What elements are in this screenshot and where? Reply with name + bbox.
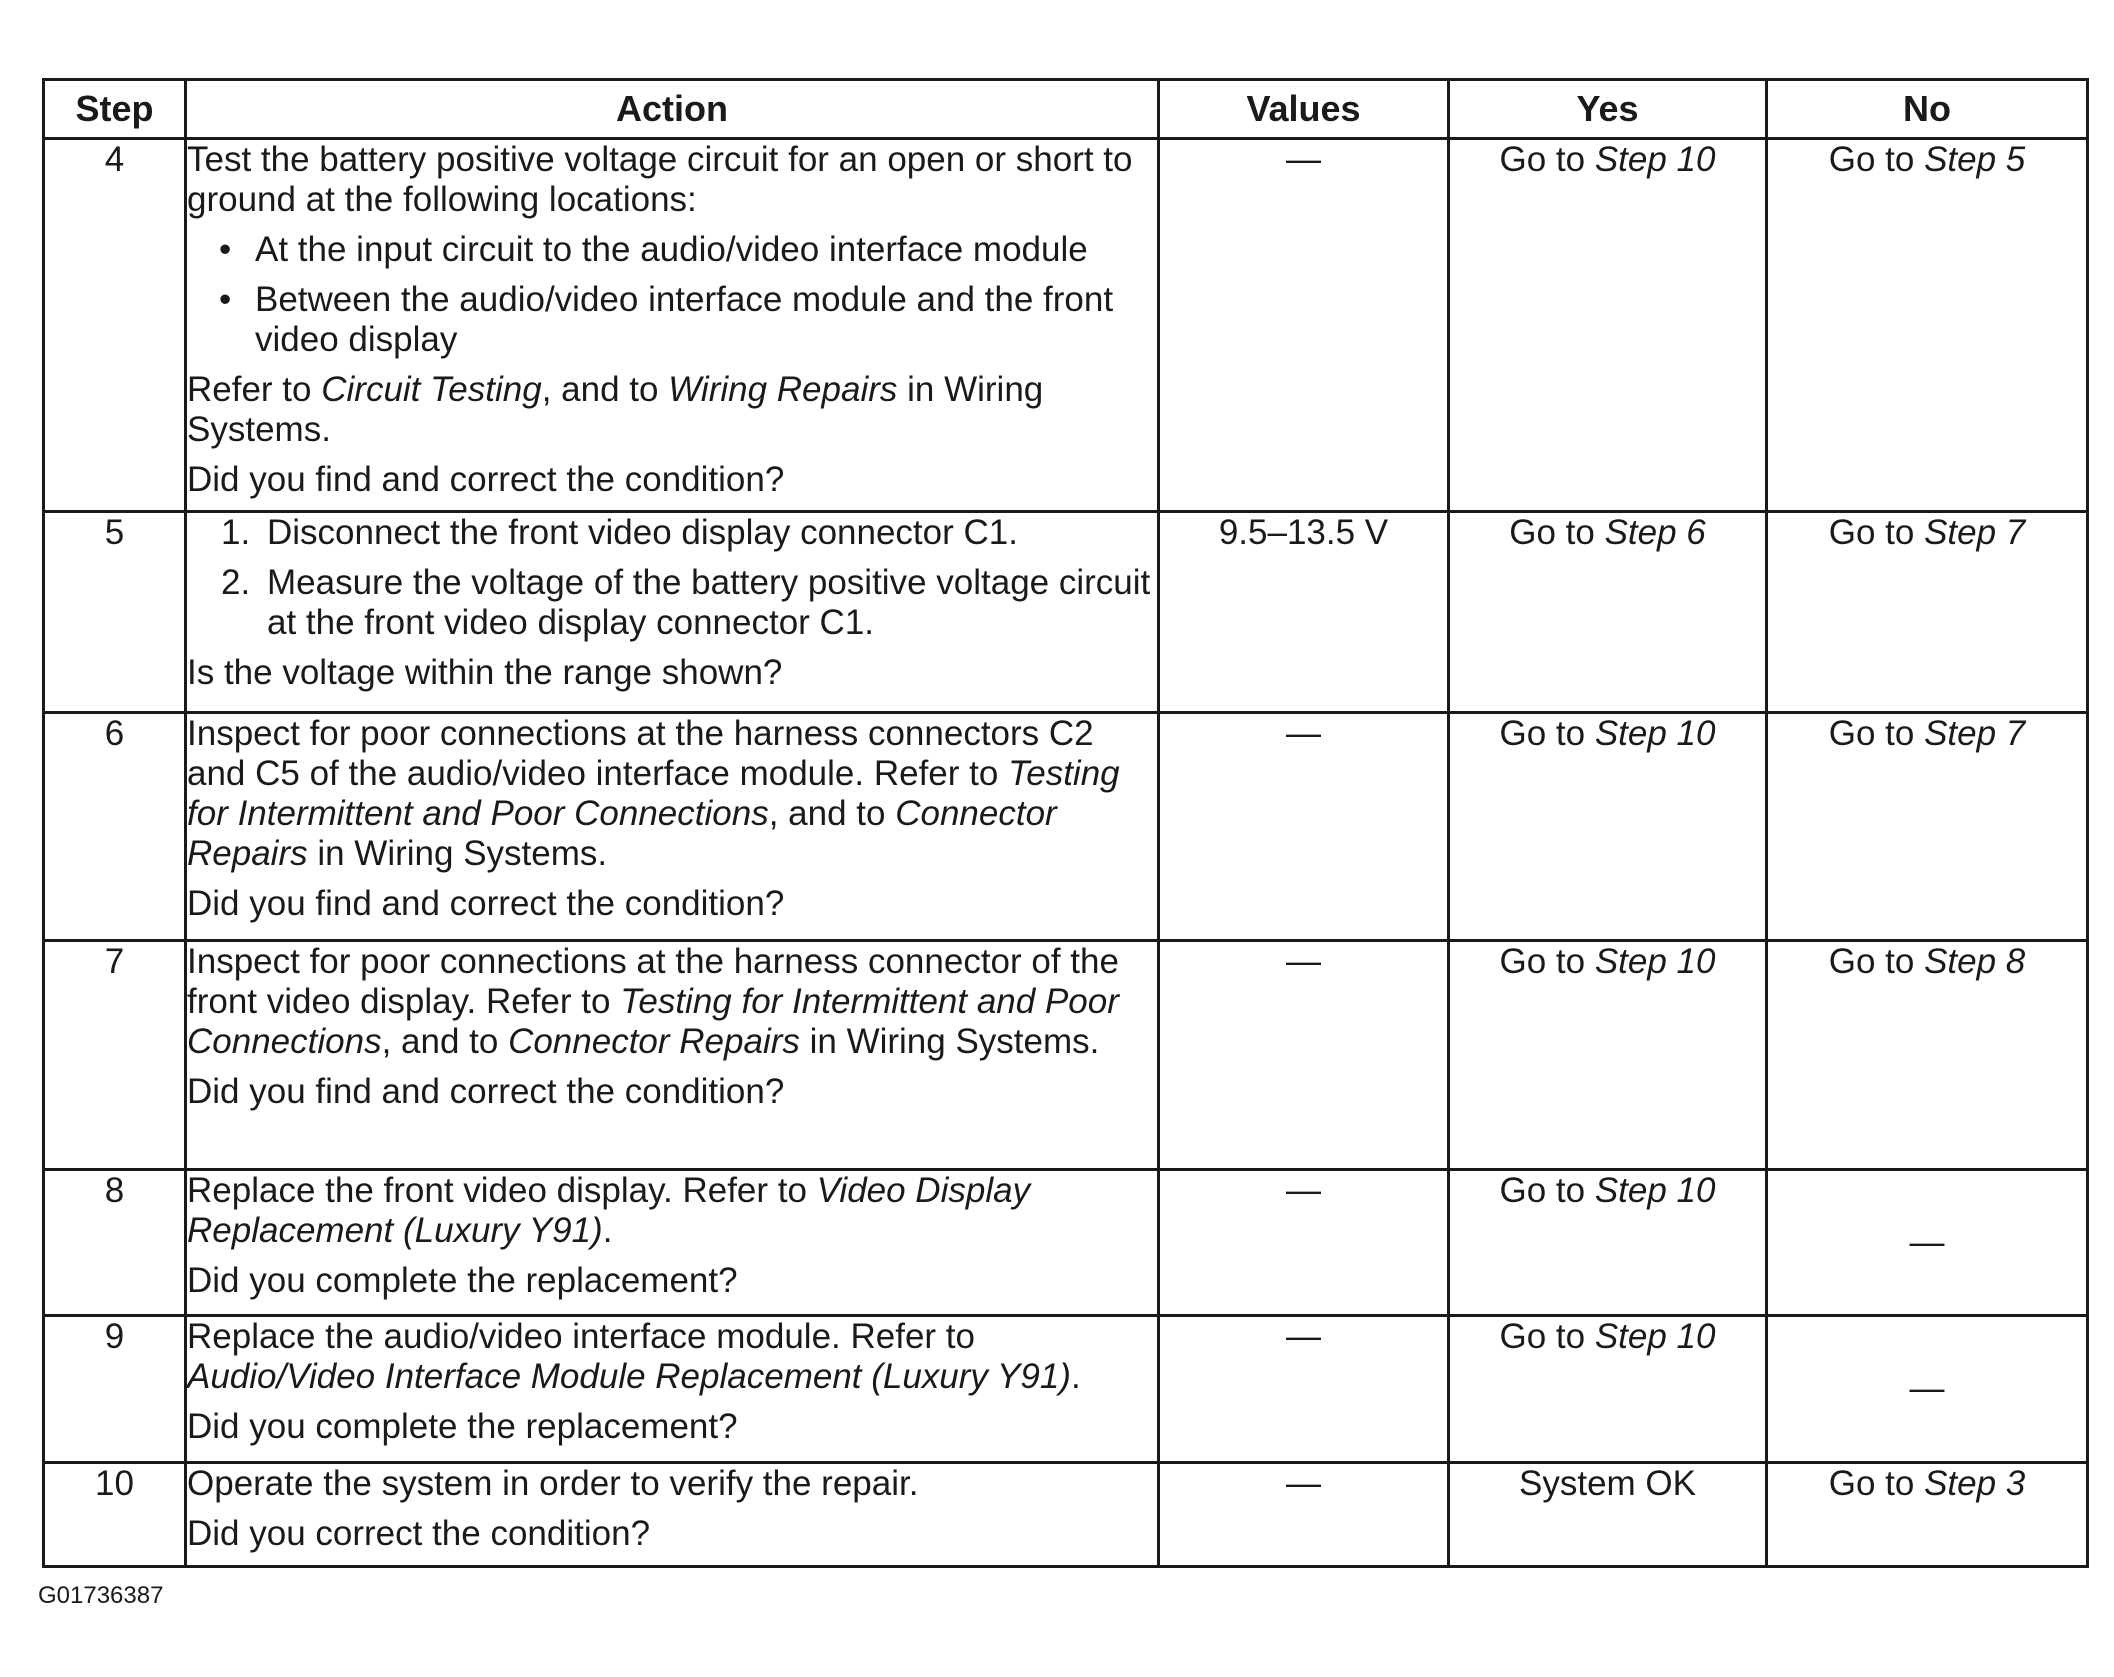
- action-text-part: , and to: [768, 793, 896, 833]
- action-text-part: in Wiring Systems.: [307, 833, 608, 873]
- reference-wiring-repairs: Wiring Repairs: [668, 370, 898, 409]
- action-cell: [186, 941, 1159, 1170]
- action-question: Did you complete the replacement?: [187, 1407, 738, 1447]
- goto-step: Step 10: [1594, 140, 1716, 179]
- goto-text: Go to: [1499, 140, 1595, 179]
- no-cell: [1767, 139, 2088, 512]
- header-step: Step: [44, 80, 186, 139]
- goto-step: Step 6: [1604, 513, 1706, 553]
- action-text-part: Replace the audio/video interface module. Refer to: [187, 1317, 975, 1357]
- action-question: Did you correct the condition?: [187, 1513, 651, 1553]
- action-cell: [186, 1462, 1159, 1566]
- bullet-list: [187, 230, 1157, 360]
- yes-cell: [1449, 512, 1767, 713]
- goto-step: Step 10: [1594, 1317, 1716, 1357]
- values-cell: —: [1159, 941, 1449, 1170]
- reference-intermittent: Testing for Intermittent and Poor Connections: [187, 982, 1119, 1062]
- no-cell: [1767, 941, 2088, 1170]
- goto-text: Go to: [1509, 513, 1605, 553]
- step-number: 9: [44, 1316, 186, 1462]
- yes-cell: [1449, 941, 1767, 1170]
- table-row: [44, 512, 2088, 713]
- reference-circuit-testing: Circuit Testing: [321, 370, 542, 409]
- goto-step: Step 10: [1594, 713, 1716, 753]
- action-intro: Test the battery positive voltage circuit for an open or short to ground at the following locations:: [187, 140, 1133, 219]
- figure-code: G01736387: [38, 1582, 164, 1609]
- action-text-part: Replace the front video display. Refer to: [187, 1170, 817, 1210]
- item-text: Measure the voltage of the battery positive voltage circuit at the front video display connector C1.: [267, 563, 1151, 643]
- numbered-item: [221, 513, 1157, 553]
- goto-text: Go to: [1828, 713, 1925, 753]
- action-cell: [186, 512, 1159, 713]
- no-cell: [1767, 512, 2088, 713]
- action-question: Did you complete the replacement?: [187, 1260, 738, 1300]
- goto-text: Go to: [1499, 1170, 1595, 1210]
- reference-av-module-replacement: Audio/Video Interface Module Replacement (Luxury Y91): [187, 1357, 1071, 1397]
- goto-step: Step 10: [1594, 942, 1716, 982]
- action-refer: [187, 370, 1157, 450]
- item-number: 2.: [221, 563, 251, 603]
- action-text-part: in Wiring Systems.: [799, 1022, 1100, 1062]
- goto-step: Step 10: [1594, 1170, 1716, 1210]
- yes-cell: [1449, 139, 1767, 512]
- step-number: 10: [44, 1462, 186, 1566]
- reference-video-display-replacement: Video Display Replacement (Luxury Y91): [187, 1170, 1031, 1250]
- diagnostic-table: [42, 78, 2089, 1568]
- action-cell: [186, 1169, 1159, 1315]
- reference-connector-repairs: Connector Repairs: [187, 793, 1057, 873]
- action-question: Is the voltage within the range shown?: [187, 653, 783, 693]
- goto-text: Go to: [1828, 513, 1925, 553]
- action-text-part: .: [602, 1210, 613, 1250]
- goto-text: Go to: [1499, 942, 1595, 982]
- action-text: [187, 942, 1157, 1062]
- action-text: Operate the system in order to verify the repair.: [187, 1463, 919, 1503]
- action-cell: [186, 712, 1159, 941]
- values-cell: —: [1159, 139, 1449, 512]
- values-cell: 9.5–13.5 V: [1159, 512, 1449, 713]
- action-text-part: Inspect for poor connections at the harness connector of the front video display. Refer to: [187, 942, 1119, 1022]
- action-text-part: , and to: [381, 1022, 509, 1062]
- item-text: Disconnect the front video display connector C1.: [267, 513, 1018, 553]
- goto-text: Go to: [1499, 1317, 1595, 1357]
- table-row: [44, 712, 2088, 941]
- action-question: Did you find and correct the condition?: [187, 1072, 785, 1112]
- yes-cell: [1449, 712, 1767, 941]
- step-number: 5: [44, 512, 186, 713]
- table-header-row: [44, 80, 2088, 139]
- step-number: 8: [44, 1169, 186, 1315]
- goto-step: Step 7: [1924, 513, 2026, 553]
- header-action: Action: [186, 80, 1159, 139]
- no-cell: [1767, 712, 2088, 941]
- item-number: 1.: [221, 513, 251, 553]
- action-text-part: Inspect for poor connections at the harness connectors C2 and C5 of the audio/video interface module. Refer to: [187, 713, 1094, 793]
- action-question: Did you find and correct the condition?: [187, 883, 785, 923]
- goto-text: Go to: [1828, 1463, 1925, 1503]
- step-number: 6: [44, 712, 186, 941]
- no-cell: —: [1767, 1169, 2088, 1315]
- yes-cell: [1449, 1316, 1767, 1462]
- header-yes: Yes: [1449, 80, 1767, 139]
- action-cell: [186, 1316, 1159, 1462]
- step-number: 7: [44, 941, 186, 1170]
- yes-cell: [1449, 1169, 1767, 1315]
- values-cell: —: [1159, 1462, 1449, 1566]
- table-row: [44, 1462, 2088, 1566]
- goto-text: Go to: [1828, 942, 1925, 982]
- yes-cell: System OK: [1449, 1462, 1767, 1566]
- values-cell: —: [1159, 1169, 1449, 1315]
- table-row: [44, 139, 2088, 512]
- numbered-list: [187, 513, 1157, 643]
- goto-text: Go to: [1828, 140, 1925, 179]
- numbered-item: [221, 563, 1157, 643]
- reference-connector-repairs: Connector Repairs: [508, 1022, 800, 1062]
- values-cell: —: [1159, 712, 1449, 941]
- action-cell: [186, 139, 1159, 512]
- table-row: [44, 941, 2088, 1170]
- header-no: No: [1767, 80, 2088, 139]
- goto-text: Go to: [1499, 713, 1595, 753]
- refer-text: in Wiring Systems.: [187, 370, 1044, 449]
- step-number: 4: [44, 139, 186, 512]
- no-cell: —: [1767, 1316, 2088, 1462]
- table-row: [44, 1316, 2088, 1462]
- bullet-item: • Between the audio/video interface module and the front video display: [219, 280, 1157, 360]
- goto-step: Step 3: [1924, 1463, 2026, 1503]
- refer-text: Refer to: [187, 370, 322, 409]
- values-cell: —: [1159, 1316, 1449, 1462]
- action-text-part: .: [1070, 1357, 1081, 1397]
- reference-intermittent: Testing for Intermittent and Poor Connections: [187, 753, 1120, 833]
- goto-step: Step 7: [1924, 713, 2026, 753]
- header-values: Values: [1159, 80, 1449, 139]
- table-row: [44, 1169, 2088, 1315]
- action-text: [187, 1171, 1157, 1251]
- action-text: [187, 1317, 1157, 1397]
- bullet-item: • At the input circuit to the audio/video interface module: [219, 230, 1157, 270]
- action-question: Did you find and correct the condition?: [187, 460, 785, 499]
- no-cell: [1767, 1462, 2088, 1566]
- goto-step: Step 8: [1924, 942, 2026, 982]
- action-text: [187, 714, 1157, 874]
- refer-text: , and to: [541, 370, 669, 409]
- goto-step: Step 5: [1924, 140, 2026, 179]
